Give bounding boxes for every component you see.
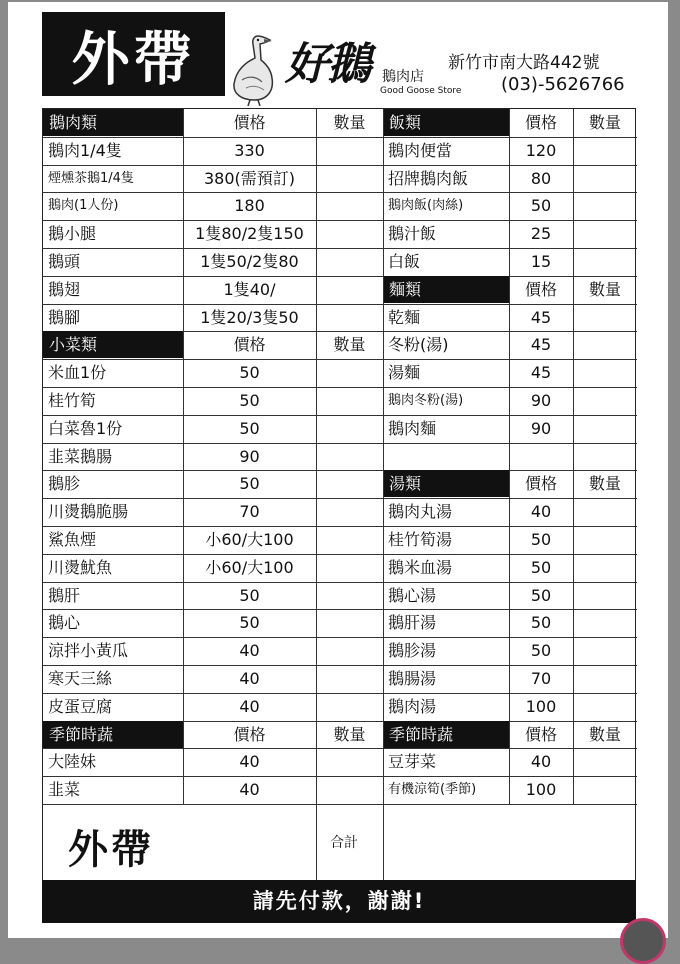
menu-item-name: 鵝肉冬粉(湯) — [388, 393, 464, 408]
category-header: 飯類 — [383, 109, 509, 136]
grid-line — [316, 109, 317, 881]
menu-item-name: 鵝心湯 — [388, 585, 437, 605]
goose-icon — [228, 30, 278, 106]
qty-header: 數量 — [588, 724, 621, 744]
quantity-field[interactable] — [573, 526, 637, 553]
menu-item-name: 鵝腳 — [48, 307, 81, 327]
menu-item-name: 鵝肉飯(肉絲) — [388, 198, 464, 214]
menu-item-price: 小60/大100 — [205, 557, 294, 577]
menu-item-name: 鵝胗 — [48, 474, 81, 494]
menu-item-price: 50 — [530, 530, 552, 549]
quantity-field[interactable] — [316, 637, 383, 664]
quantity-field[interactable] — [573, 331, 637, 358]
menu-item-name: 鵝頭 — [48, 252, 81, 271]
menu-item-name: 冬粉(湯) — [388, 335, 449, 355]
menu-item-price: 90 — [530, 391, 552, 410]
menu-item-name: 桂竹筍湯 — [388, 530, 453, 549]
grid-line — [43, 804, 637, 805]
category-header: 季節時蔬 — [43, 721, 183, 748]
brand-subtitle: 鵝肉店 — [382, 69, 424, 85]
quantity-field[interactable] — [316, 776, 383, 803]
menu-item-name: 皮蛋豆腐 — [48, 696, 113, 716]
menu-item-price: 70 — [530, 669, 552, 688]
menu-item-price: 1隻50/2隻80 — [200, 252, 299, 271]
menu-item-price: 40 — [239, 641, 260, 661]
menu-item-name: 有機涼筍(季節) — [388, 782, 477, 798]
quantity-field[interactable] — [573, 137, 637, 164]
menu-item-name: 川燙魷魚 — [48, 557, 113, 577]
menu-item-price: 100 — [525, 696, 557, 716]
menu-item-price: 50 — [239, 474, 260, 494]
menu-item-name: 鵝肉湯 — [388, 696, 437, 716]
quantity-field[interactable] — [316, 443, 383, 470]
menu-item-price: 小60/大100 — [205, 530, 294, 549]
quantity-field[interactable] — [316, 137, 383, 164]
category-header: 季節時蔬 — [383, 721, 509, 748]
footer-banner: 請先付款，謝謝! — [42, 880, 636, 923]
grid-line — [383, 443, 637, 444]
menu-item-name: 鯊魚煙 — [48, 530, 97, 549]
menu-item-price: 50 — [530, 557, 552, 577]
address: 新竹市南大路442號 — [448, 53, 600, 73]
quantity-field[interactable] — [316, 304, 383, 331]
quantity-field[interactable] — [316, 748, 383, 775]
menu-item-name: 鵝肉(1人份) — [48, 198, 119, 214]
price-header: 價格 — [524, 724, 557, 744]
menu-item-price: 50 — [530, 585, 552, 605]
menu-item-price: 1隻20/3隻50 — [200, 307, 299, 327]
quantity-field[interactable] — [573, 665, 637, 692]
qty-header: 數量 — [333, 335, 366, 355]
total-label: 合計 — [330, 835, 358, 851]
qty-header: 數量 — [333, 724, 366, 744]
menu-item-name: 鵝小腿 — [48, 224, 97, 244]
quantity-field[interactable] — [573, 498, 637, 525]
menu-item-name: 川燙鵝脆腸 — [48, 502, 129, 522]
menu-item-price: 40 — [239, 669, 260, 688]
quantity-field[interactable] — [316, 693, 383, 720]
quantity-field[interactable] — [316, 192, 383, 219]
quantity-field[interactable] — [573, 248, 637, 275]
menu-item-name: 鵝胗湯 — [388, 641, 437, 661]
menu-item-price: 25 — [530, 224, 552, 244]
takeout-title: 外帶 — [42, 12, 225, 96]
bottom-takeout-label: 外帶 — [68, 827, 154, 873]
quantity-field[interactable] — [316, 609, 383, 636]
menu-item-price: 50 — [239, 363, 260, 383]
quantity-field[interactable] — [573, 554, 637, 581]
qty-header: 數量 — [333, 113, 366, 132]
menu-item-price: 40 — [239, 752, 260, 772]
quantity-field[interactable] — [573, 748, 637, 775]
quantity-field[interactable] — [316, 415, 383, 442]
grid-line — [183, 109, 184, 804]
quantity-field[interactable] — [316, 582, 383, 609]
quantity-field[interactable] — [573, 304, 637, 331]
category-header: 小菜類 — [43, 331, 183, 358]
menu-item-price: 40 — [530, 502, 552, 522]
menu-item-price: 50 — [239, 418, 260, 438]
price-header: 價格 — [233, 335, 266, 355]
menu-item-name: 鵝汁飯 — [388, 224, 437, 244]
menu-item-price: 70 — [239, 502, 260, 522]
qty-header: 數量 — [588, 113, 621, 132]
menu-item-price: 15 — [530, 252, 552, 271]
brand-english: Good Goose Store — [380, 86, 462, 96]
category-header: 鵝肉類 — [43, 109, 183, 136]
quantity-field[interactable] — [573, 776, 637, 803]
category-header: 湯類 — [383, 470, 509, 497]
menu-item-price: 50 — [239, 391, 260, 410]
menu-item-name: 寒天三絲 — [48, 669, 113, 688]
grid-line — [509, 109, 510, 804]
menu-item-name: 鵝腸湯 — [388, 669, 437, 688]
menu-item-price: 50 — [530, 613, 552, 633]
menu-item-price: 90 — [239, 446, 260, 466]
menu-item-price: 45 — [530, 335, 552, 355]
menu-item-name: 鵝米血湯 — [388, 557, 453, 577]
menu-item-name: 韭菜 — [48, 780, 81, 800]
category-header: 麵類 — [383, 276, 509, 303]
menu-item-name: 招牌鵝肉飯 — [388, 168, 469, 188]
menu-item-name: 鵝肝湯 — [388, 613, 437, 633]
menu-item-name: 湯麵 — [388, 363, 421, 383]
quantity-field[interactable] — [573, 693, 637, 720]
menu-item-name: 大陸妹 — [48, 752, 97, 772]
phone-number: (03)-5626766 — [501, 74, 625, 95]
quantity-field[interactable] — [573, 359, 637, 386]
menu-item-name: 鵝肉丸湯 — [388, 502, 453, 522]
quantity-field[interactable] — [316, 276, 383, 303]
quantity-field[interactable] — [316, 554, 383, 581]
price-header: 價格 — [524, 113, 557, 132]
menu-item-name: 鵝肉便當 — [388, 140, 453, 160]
quantity-field[interactable] — [316, 387, 383, 414]
menu-item-name: 韭菜鵝腸 — [48, 446, 113, 466]
menu-item-price: 180 — [234, 196, 265, 216]
quantity-field[interactable] — [573, 609, 637, 636]
menu-item-price: 50 — [239, 585, 260, 605]
quantity-field[interactable] — [316, 526, 383, 553]
menu-item-name: 白菜魯1份 — [48, 418, 123, 438]
price-header: 價格 — [524, 279, 557, 299]
menu-item-price: 50 — [530, 196, 552, 216]
price-header: 價格 — [233, 724, 266, 744]
quantity-field[interactable] — [573, 192, 637, 219]
quantity-field[interactable] — [316, 665, 383, 692]
menu-item-price: 80 — [530, 168, 552, 188]
menu-item-name: 鵝肉麵 — [388, 418, 437, 438]
quantity-field[interactable] — [573, 637, 637, 664]
menu-item-name: 鵝心 — [48, 613, 81, 633]
menu-item-name: 鵝肉1/4隻 — [48, 140, 122, 160]
menu-item-price: 50 — [530, 641, 552, 661]
menu-item-name: 白飯 — [388, 252, 421, 271]
quantity-field[interactable] — [573, 387, 637, 414]
menu-item-price: 380(需預訂) — [203, 168, 296, 188]
menu-item-price: 330 — [234, 140, 265, 160]
menu-item-name: 鵝翅 — [48, 279, 81, 299]
quantity-field[interactable] — [573, 415, 637, 442]
menu-item-price: 45 — [530, 307, 552, 327]
quantity-field[interactable] — [316, 248, 383, 275]
brand-logo: 好鵝 — [285, 39, 369, 90]
menu-item-name: 豆芽菜 — [388, 752, 437, 772]
qty-header: 數量 — [588, 474, 621, 494]
menu-item-price: 45 — [530, 363, 552, 383]
menu-item-price: 40 — [530, 752, 552, 772]
menu-item-price: 40 — [239, 780, 260, 800]
price-header: 價格 — [524, 474, 557, 494]
price-header: 價格 — [233, 113, 266, 132]
menu-item-price: 90 — [530, 418, 552, 438]
quantity-field[interactable] — [573, 165, 637, 192]
menu-item-name: 煙燻茶鵝1/4隻 — [48, 170, 134, 186]
quantity-field[interactable] — [316, 220, 383, 247]
menu-item-name: 鵝肝 — [48, 585, 81, 605]
menu-item-name: 乾麵 — [388, 307, 421, 327]
menu-item-price: 120 — [525, 140, 557, 160]
grid-line — [573, 109, 574, 804]
quantity-field[interactable] — [316, 470, 383, 497]
menu-item-name: 桂竹筍 — [48, 391, 97, 410]
quantity-field[interactable] — [573, 220, 637, 247]
grid-line — [383, 109, 384, 881]
menu-item-price: 1隻40/ — [223, 279, 276, 299]
menu-item-price: 1隻80/2隻150 — [195, 224, 304, 244]
menu-item-price: 40 — [239, 696, 260, 716]
qty-header: 數量 — [588, 279, 621, 299]
menu-item-price: 100 — [525, 780, 557, 800]
quantity-field[interactable] — [316, 498, 383, 525]
menu-item-price: 50 — [239, 613, 260, 633]
quantity-field[interactable] — [316, 165, 383, 192]
menu-item-name: 米血1份 — [48, 363, 107, 383]
circle-button-icon[interactable] — [620, 918, 666, 964]
quantity-field[interactable] — [573, 582, 637, 609]
quantity-field[interactable] — [316, 359, 383, 386]
menu-item-name: 涼拌小黃瓜 — [48, 641, 129, 661]
menu-grid — [42, 108, 636, 923]
